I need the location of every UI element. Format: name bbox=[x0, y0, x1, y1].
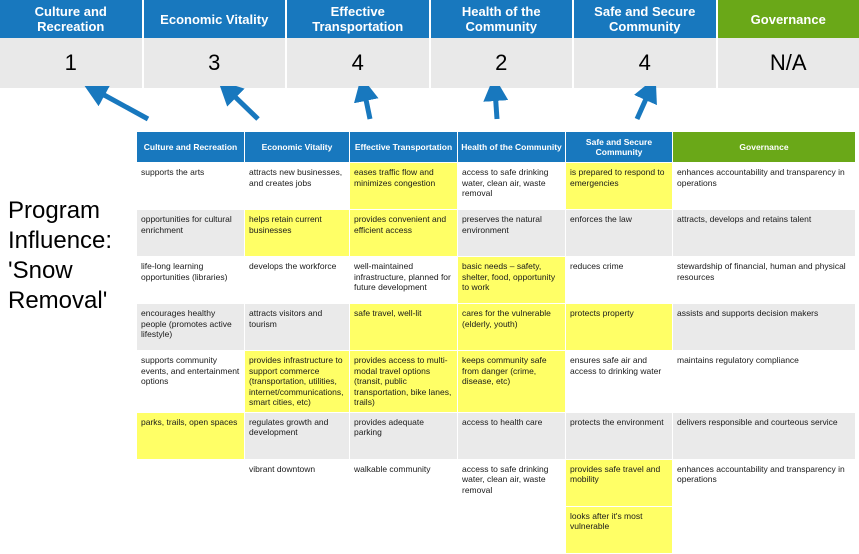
score-economic-vitality: 3 bbox=[144, 38, 288, 88]
criteria-cell: parks, trails, open spaces bbox=[137, 412, 245, 459]
score-governance: N/A bbox=[718, 38, 859, 88]
scorecard-header-culture-and-recreation bbox=[0, 0, 144, 38]
table-row bbox=[137, 412, 856, 459]
criteria-cell: delivers responsible and courteous service bbox=[673, 412, 856, 459]
criteria-cell: ensures safe air and access to drinking water bbox=[566, 351, 673, 413]
caption-line-2: Influence: bbox=[8, 226, 128, 256]
matrix-header-effective-transportation: Effective Transportation bbox=[350, 132, 458, 163]
influence-arrow-1 bbox=[95, 90, 148, 119]
scorecard-header-label: Economic Vitality bbox=[160, 12, 268, 27]
criteria-cell: attracts visitors and tourism bbox=[245, 304, 350, 351]
criteria-cell: looks after it's most vulnerable bbox=[566, 506, 673, 553]
scorecard-header-label: Governance bbox=[751, 12, 826, 27]
criteria-cell: is prepared to respond to emergencies bbox=[566, 163, 673, 210]
table-row bbox=[137, 210, 856, 257]
criteria-cell bbox=[137, 459, 245, 506]
matrix-header-row bbox=[137, 132, 856, 163]
criteria-cell: helps retain current businesses bbox=[245, 210, 350, 257]
scorecard-header-label: Effective Transportation bbox=[291, 4, 425, 34]
criteria-cell: develops the workforce bbox=[245, 257, 350, 304]
criteria-cell: attracts new businesses, and creates jobs bbox=[245, 163, 350, 210]
matrix-body bbox=[137, 163, 856, 554]
criteria-cell bbox=[350, 506, 458, 553]
criteria-cell: keeps community safe from danger (crime, disease, etc) bbox=[458, 351, 566, 413]
table-row bbox=[137, 163, 856, 210]
criteria-cell: protects the environment bbox=[566, 412, 673, 459]
scorecard-header-label: Safe and Secure Community bbox=[578, 4, 712, 34]
scorecard-header-label: Health of the Community bbox=[435, 4, 569, 34]
criteria-cell: enhances accountability and transparency in operations bbox=[673, 459, 856, 506]
scorecard-header-label: Culture and Recreation bbox=[4, 4, 138, 34]
matrix-header-governance: Governance bbox=[673, 132, 856, 163]
score-culture-and-recreation: 1 bbox=[0, 38, 144, 88]
criteria-cell: basic needs – safety, shelter, food, opportunity to work bbox=[458, 257, 566, 304]
criteria-cell bbox=[137, 506, 245, 553]
influence-arrow-4 bbox=[495, 90, 497, 119]
criteria-cell bbox=[673, 506, 856, 553]
criteria-cell: access to health care bbox=[458, 412, 566, 459]
scorecard-header-effective-transportation bbox=[287, 0, 431, 38]
criteria-cell: opportunities for cultural enrichment bbox=[137, 210, 245, 257]
criteria-cell: enforces the law bbox=[566, 210, 673, 257]
criteria-cell: vibrant downtown bbox=[245, 459, 350, 506]
program-influence-caption bbox=[8, 196, 128, 316]
matrix-header-health-of-the-community: Health of the Community bbox=[458, 132, 566, 163]
criteria-cell: encourages healthy people (promotes active lifestyle) bbox=[137, 304, 245, 351]
criteria-cell: access to safe drinking water, clean air, waste removal bbox=[458, 163, 566, 210]
criteria-cell: cares for the vulnerable (elderly, youth) bbox=[458, 304, 566, 351]
priority-criteria-matrix bbox=[136, 131, 855, 554]
influence-arrow-5 bbox=[637, 90, 650, 119]
criteria-cell: reduces crime bbox=[566, 257, 673, 304]
influence-arrows-group bbox=[0, 86, 859, 136]
criteria-cell: protects property bbox=[566, 304, 673, 351]
score-health-of-the-community: 2 bbox=[431, 38, 575, 88]
criteria-cell: provides safe travel and mobility bbox=[566, 459, 673, 506]
caption-line-4: Removal' bbox=[8, 286, 128, 316]
criteria-cell: preserves the natural environment bbox=[458, 210, 566, 257]
criteria-cell: supports the arts bbox=[137, 163, 245, 210]
criteria-cell: provides access to multi-modal travel options (transit, public transportation, bike lanes, trails) bbox=[350, 351, 458, 413]
criteria-cell: enhances accountability and transparency in operations bbox=[673, 163, 856, 210]
criteria-cell bbox=[245, 506, 350, 553]
criteria-cell: well-maintained infrastructure, planned for future development bbox=[350, 257, 458, 304]
table-row bbox=[137, 351, 856, 413]
criteria-cell: attracts, develops and retains talent bbox=[673, 210, 856, 257]
scorecard-header-safe-and-secure-community bbox=[574, 0, 718, 38]
criteria-cell: provides convenient and efficient access bbox=[350, 210, 458, 257]
criteria-cell: stewardship of financial, human and physical resources bbox=[673, 257, 856, 304]
criteria-cell: provides infrastructure to support commerce (transportation, utilities, internet/communications, smart cities, etc) bbox=[245, 351, 350, 413]
criteria-cell: regulates growth and development bbox=[245, 412, 350, 459]
priority-scorecard bbox=[0, 0, 859, 88]
scorecard-header-governance bbox=[718, 0, 859, 38]
criteria-cell bbox=[458, 506, 566, 553]
criteria-cell: assists and supports decision makers bbox=[673, 304, 856, 351]
table-row bbox=[137, 459, 856, 506]
matrix-header-safe-and-secure-community: Safe and Secure Community bbox=[566, 132, 673, 163]
criteria-cell: provides adequate parking bbox=[350, 412, 458, 459]
scorecard-score-row bbox=[0, 38, 859, 88]
criteria-cell: eases traffic flow and minimizes congestion bbox=[350, 163, 458, 210]
criteria-cell: maintains regulatory compliance bbox=[673, 351, 856, 413]
criteria-table bbox=[136, 131, 856, 554]
matrix-header-culture-and-recreation: Culture and Recreation bbox=[137, 132, 245, 163]
criteria-cell: walkable community bbox=[350, 459, 458, 506]
table-row bbox=[137, 506, 856, 553]
influence-arrow-2 bbox=[228, 90, 258, 119]
criteria-cell: life-long learning opportunities (libraries) bbox=[137, 257, 245, 304]
criteria-cell: supports community events, and entertainment options bbox=[137, 351, 245, 413]
score-effective-transportation: 4 bbox=[287, 38, 431, 88]
table-row bbox=[137, 257, 856, 304]
scorecard-header-health-of-the-community bbox=[431, 0, 575, 38]
scorecard-header-economic-vitality bbox=[144, 0, 288, 38]
criteria-cell: access to safe drinking water, clean air, waste removal bbox=[458, 459, 566, 506]
influence-arrow-3 bbox=[364, 90, 370, 119]
caption-line-3: 'Snow bbox=[8, 256, 128, 286]
caption-line-1: Program bbox=[8, 196, 128, 226]
score-safe-and-secure-community: 4 bbox=[574, 38, 718, 88]
scorecard-header-row bbox=[0, 0, 859, 38]
table-row bbox=[137, 304, 856, 351]
criteria-cell: safe travel, well-lit bbox=[350, 304, 458, 351]
matrix-header-economic-vitality: Economic Vitality bbox=[245, 132, 350, 163]
